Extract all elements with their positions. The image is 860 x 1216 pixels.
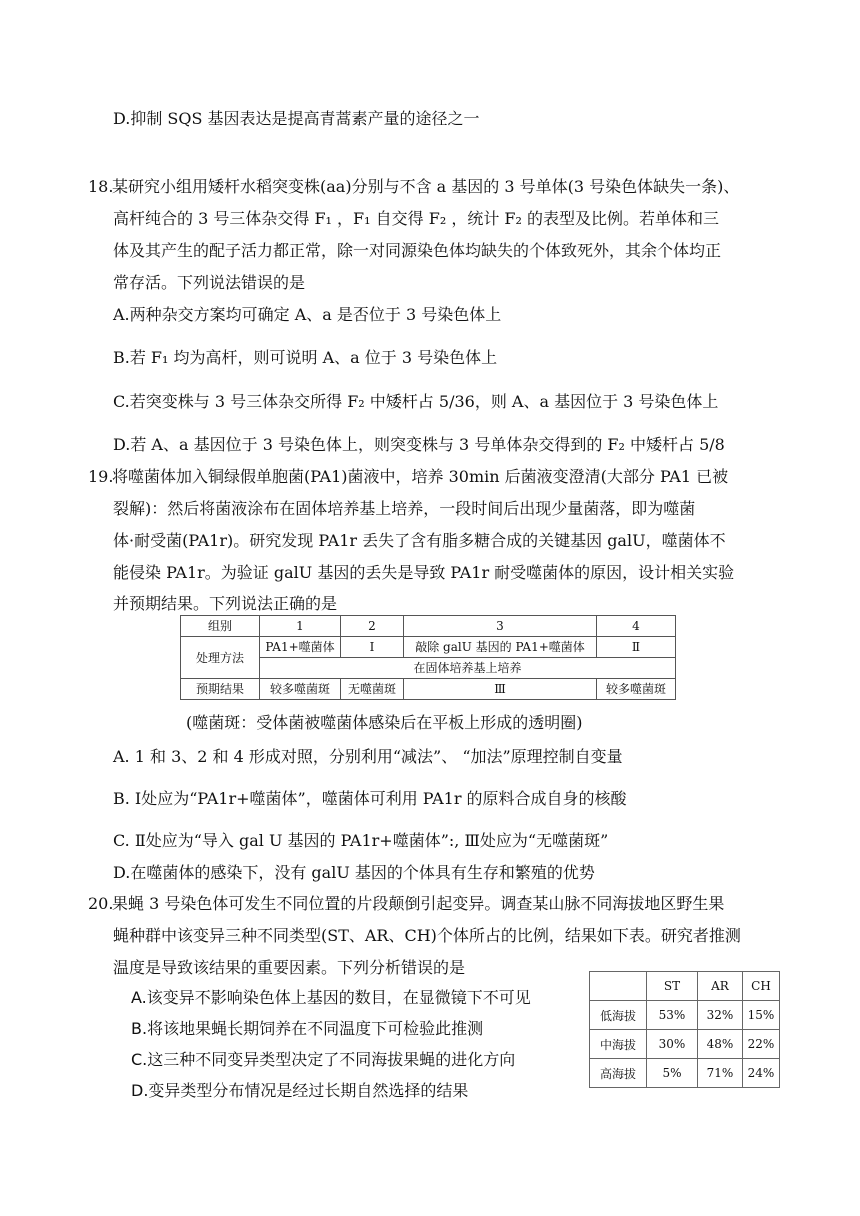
q18-option-c: C.若突变株与 3 号三体杂交所得 F₂ 中矮杆占 5/36，则 A、a 基因位于 3 号染色体上: [113, 392, 719, 411]
table-header-1: 1: [260, 616, 341, 637]
table-header-4: 4: [597, 616, 676, 637]
q19-stem-line-5: 并预期结果。下列说法正确的是: [113, 594, 338, 613]
table-header-2: 2: [341, 616, 404, 637]
q18-option-a: A.两种杂交方案均可确定 A、a 是否位于 3 号染色体上: [113, 305, 502, 324]
q19-stem-line-3: 体·耐受菌(PA1r)。研究发现 PA1r 丢失了含有脂多糖合成的关键基因 galU，噬菌体不: [113, 531, 726, 550]
table-row: [590, 1030, 780, 1059]
table-cell: 22%: [743, 1030, 780, 1059]
q19-option-b: B. Ⅰ处应为“PA1r+噬菌体”，噬菌体可利用 PA1r 的原料合成自身的核酸: [113, 789, 627, 808]
q19-table-caption: (噬菌斑：受体菌被噬菌体感染后在平板上形成的透明圈): [186, 713, 583, 732]
table-cell: 30%: [647, 1030, 698, 1059]
table-method-3: 敲除 galU 基因的 PA1+噬菌体: [404, 637, 597, 658]
table-result-3: Ⅲ: [404, 679, 597, 700]
q20-option-d: D.变异类型分布情况是经过长期自然选择的结果: [131, 1081, 469, 1100]
q19-stem-line-4: 能侵染 PA1r。为验证 galU 基因的丢失是导致 PA1r 耐受噬菌体的原因，设计相关实验: [113, 563, 735, 582]
q19-experiment-table: [180, 615, 676, 700]
q18-stem-line-2: 高杆纯合的 3 号三体杂交得 F₁ ，F₁ 自交得 F₂ ，统计 F₂ 的表型及比例。若单体和三: [113, 209, 720, 228]
table-method-2: Ⅰ: [341, 637, 404, 658]
q20-stem-line-1: 果蝇 3 号染色体可发生不同位置的片段颠倒引起变异。调查某山脉不同海拔地区野生果: [112, 894, 725, 913]
table-cell: 24%: [743, 1059, 780, 1088]
table-row: [181, 637, 676, 658]
table-row: [590, 1001, 780, 1030]
table-col-st: ST: [647, 972, 698, 1001]
q19-option-a: A. 1 和 3、2 和 4 形成对照，分别利用“减法”、 “加法”原理控制自变量: [113, 747, 623, 766]
table-method-4: Ⅱ: [597, 637, 676, 658]
table-cell: 48%: [698, 1030, 743, 1059]
q20-number: 20.: [88, 894, 114, 913]
q19-option-c: C. Ⅱ处应为“导入 gal U 基因的 PA1r+噬菌体”:, Ⅲ处应为“无噬菌斑”: [113, 831, 609, 850]
table-row-label: 高海拔: [590, 1059, 647, 1088]
q18-option-d: D.若 A、a 基因位于 3 号染色体上，则突变株与 3 号单体杂交得到的 F₂ 中矮杆占 5/8: [113, 435, 725, 454]
table-col-ar: AR: [698, 972, 743, 1001]
table-result-label: 预期结果: [181, 679, 260, 700]
q20-survey-table: [589, 971, 780, 1088]
table-cell: 15%: [743, 1001, 780, 1030]
q19-stem-line-2: 裂解)：然后将菌液涂布在固体培养基上培养，一段时间后出现少量菌落，即为噬菌: [113, 499, 696, 518]
table-row: [590, 1059, 780, 1088]
table-col-ch: CH: [743, 972, 780, 1001]
table-result-2: 无噬菌斑: [341, 679, 404, 700]
q19-stem-line-1: 将噬菌体加入铜绿假单胞菌(PA1)菌液中，培养 30min 后菌液变澄清(大部分 PA1 已被: [112, 467, 729, 486]
table-method-1: PA1+噬菌体: [260, 637, 341, 658]
table-method-label: 处理方法: [181, 637, 260, 679]
q20-option-a: A.该变异不影响染色体上基因的数目，在显微镜下不可见: [131, 988, 531, 1007]
table-row: [590, 972, 780, 1001]
q20-option-b: B.将该地果蝇长期饲养在不同温度下可检验此推测: [131, 1019, 484, 1038]
q20-option-c: C.这三种不同变异类型决定了不同海拔果蝇的进化方向: [131, 1050, 516, 1069]
table-row-label: 中海拔: [590, 1030, 647, 1059]
table-row: [181, 616, 676, 637]
q20-stem-line-2: 蝇种群中该变异三种不同类型(ST、AR、CH)个体所占的比例，结果如下表。研究者推测: [113, 926, 741, 945]
table-culture-note: 在固体培养基上培养: [260, 658, 676, 679]
q18-option-b: B.若 F₁ 均为高杆，则可说明 A、a 位于 3 号染色体上: [113, 348, 498, 367]
q18-stem-line-1: 某研究小组用矮杆水稻突变株(aa)分别与不含 a 基因的 3 号单体(3 号染色体缺失一条)、: [112, 177, 740, 196]
q18-stem-line-3: 体及其产生的配子活力都正常，除一对同源染色体均缺失的个体致死外，其余个体均正: [113, 241, 722, 260]
table-row-label: 低海拔: [590, 1001, 647, 1030]
q18-number: 18.: [88, 177, 114, 196]
table-corner: [590, 972, 647, 1001]
q18-stem-line-4: 常存活。下列说法错误的是: [113, 273, 306, 292]
table-header-group: 组别: [181, 616, 260, 637]
q20-stem-line-3: 温度是导致该结果的重要因素。下列分析错误的是: [113, 958, 466, 977]
table-result-4: 较多噬菌斑: [597, 679, 676, 700]
table-cell: 32%: [698, 1001, 743, 1030]
q19-number: 19.: [88, 467, 114, 486]
table-cell: 71%: [698, 1059, 743, 1088]
table-cell: 53%: [647, 1001, 698, 1030]
table-cell: 5%: [647, 1059, 698, 1088]
table-header-3: 3: [404, 616, 597, 637]
table-row: [181, 679, 676, 700]
table-result-1: 较多噬菌斑: [260, 679, 341, 700]
q17-option-d: D.抑制 SQS 基因表达是提高青蒿素产量的途径之一: [113, 109, 480, 128]
q19-option-d: D.在噬菌体的感染下，没有 galU 基因的个体具有生存和繁殖的优势: [113, 863, 595, 882]
